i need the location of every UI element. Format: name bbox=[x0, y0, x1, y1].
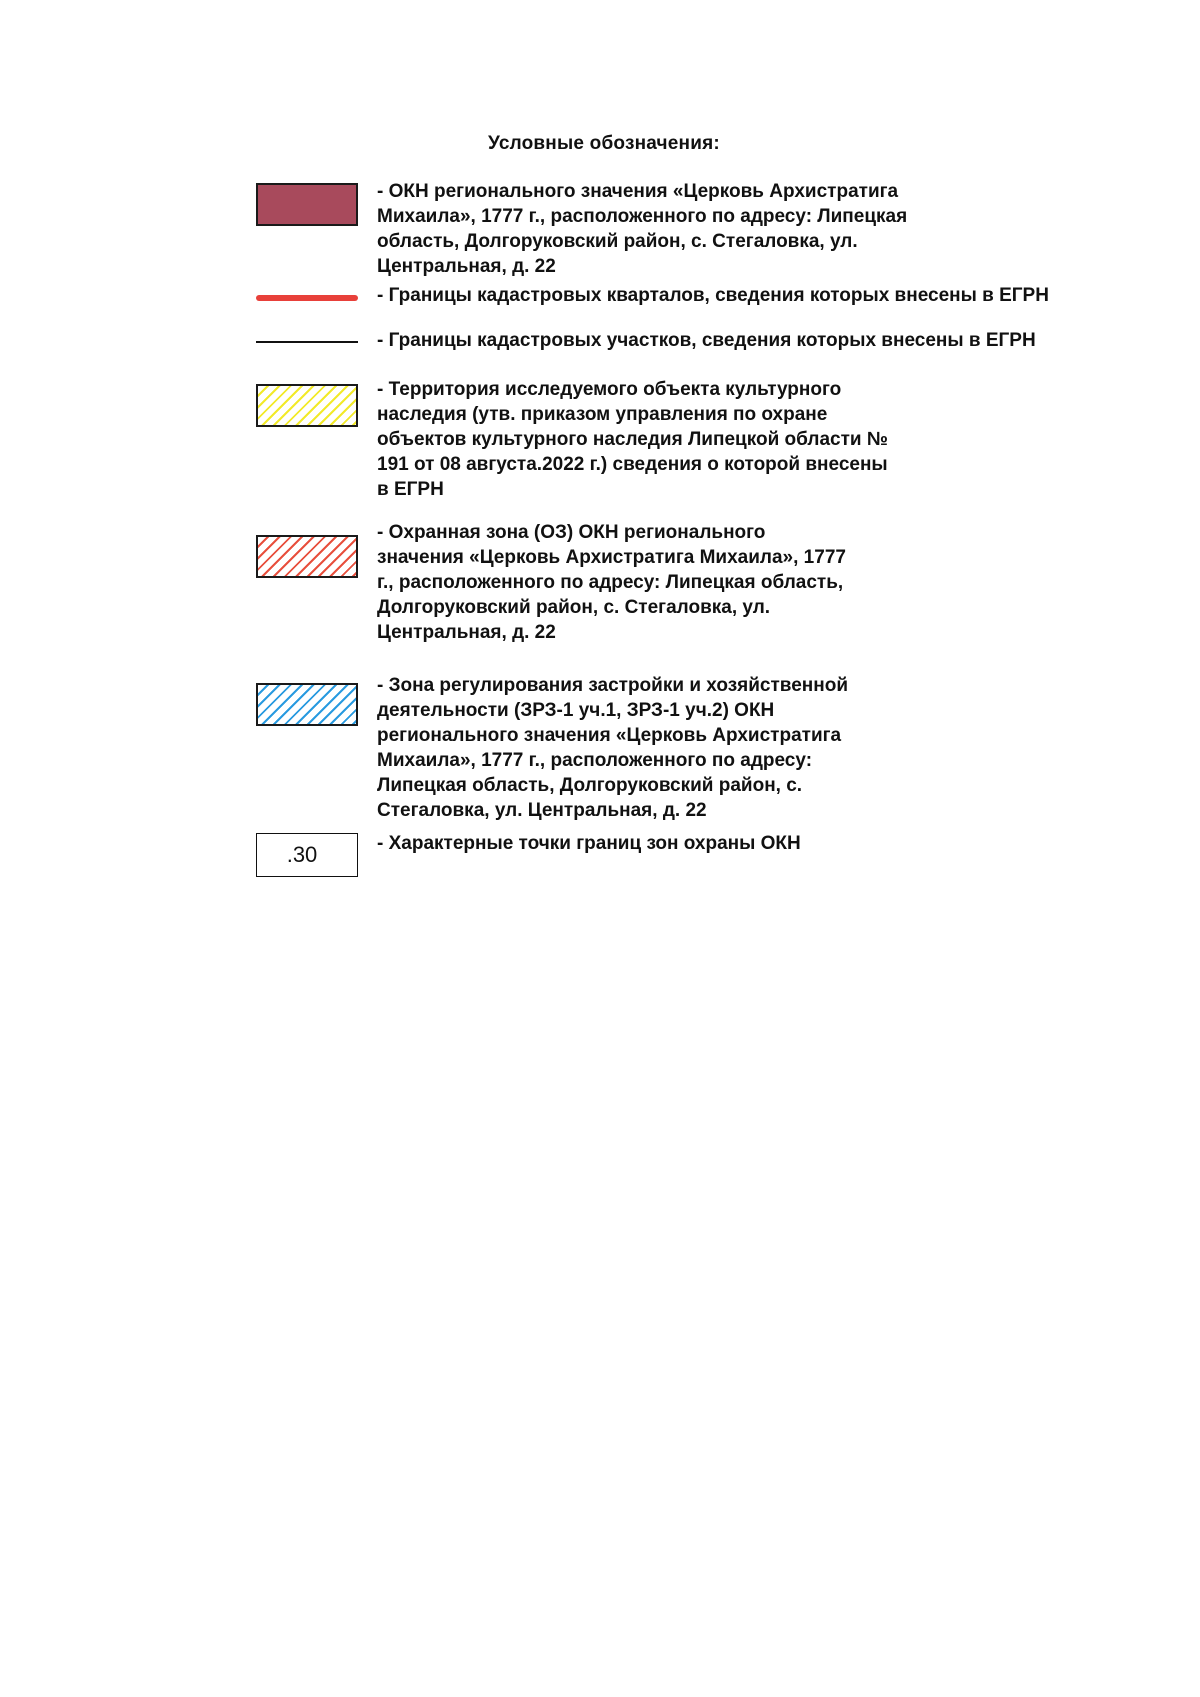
blue-hatch-swatch bbox=[256, 683, 358, 726]
legend-text-okn: - ОКН регионального значения «Церковь Архистратига Михаила», 1777 г., расположенного по адресу: Липецкая область, Долгоруковский район, с. Стегаловка, ул. Центральная, д. 22 bbox=[377, 181, 908, 277]
point-label: .30 bbox=[286, 842, 318, 867]
red-hatch-swatch bbox=[256, 535, 358, 578]
legend-text-protection-zone: - Охранная зона (ОЗ) ОКН регионального значения «Церковь Архистратига Михаила», 1777 г., расположенного по адресу: Липецкая область, Долгоруковский район, с. Стегаловка, ул. Центральная, д. 22 bbox=[377, 522, 846, 643]
yellow-hatch-swatch bbox=[256, 384, 358, 427]
red-boundary-line bbox=[256, 295, 358, 301]
legend-text-quarter-boundaries: - Границы кадастровых кварталов, сведения которых внесены в ЕГРН bbox=[377, 285, 1049, 306]
okn-fill-swatch bbox=[256, 183, 358, 226]
black-boundary-line bbox=[256, 341, 358, 343]
legend-text-parcel-boundaries: - Границы кадастровых участков, сведения которых внесены в ЕГРН bbox=[377, 330, 1036, 351]
legend-text-territory: - Территория исследуемого объекта культурного наследия (утв. приказом управления по охране объектов культурного наследия Липецкой области № 191 от 08 августа.2022 г.) сведения о которой внесены в ЕГРН bbox=[377, 379, 889, 500]
legend-text-regulation-zone: - Зона регулирования застройки и хозяйственной деятельности (ЗРЗ-1 уч.1, ЗРЗ-1 уч.2) ОКН регионального значения «Церковь Архистратига Михаила», 1777 г., расположенного по адресу: Липецкая область, Долгоруковский район, с. Стегаловка, ул. Центральная, д. 22 bbox=[377, 675, 849, 821]
point-label-box bbox=[256, 833, 358, 877]
legend-text-characteristic-points: - Характерные точки границ зон охраны ОКН bbox=[377, 833, 801, 854]
legend-title: Условные обозначения: bbox=[488, 133, 720, 154]
